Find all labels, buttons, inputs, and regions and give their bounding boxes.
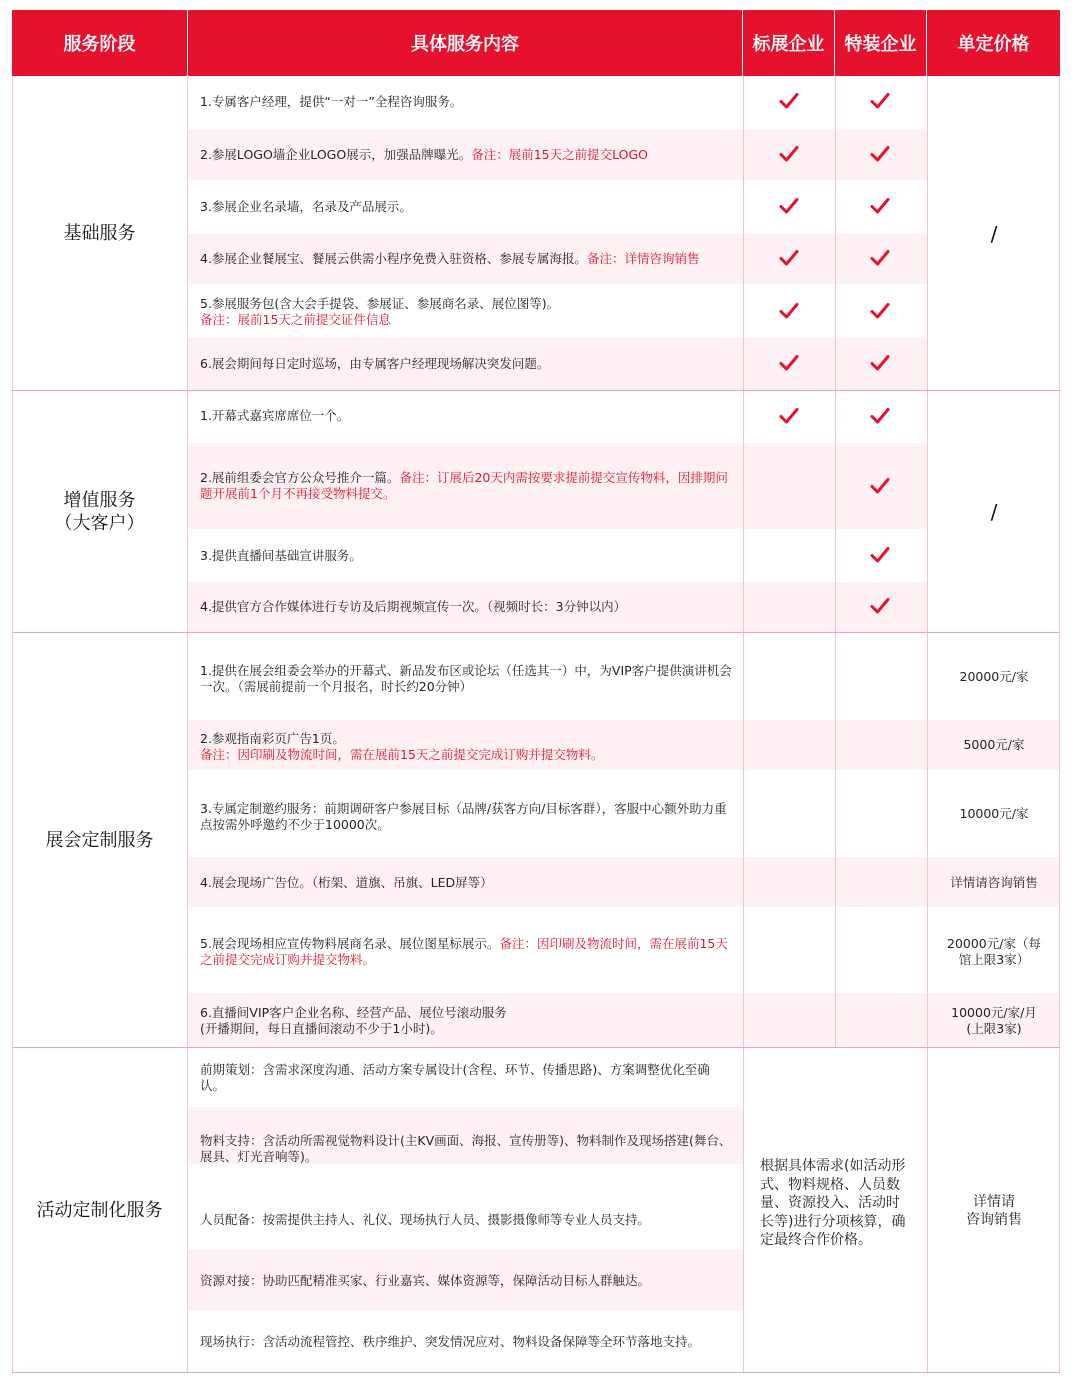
- basic-item-6: 6.展会期间每日定时巡场，由专属客户经理现场解决突发问题。: [200, 356, 550, 371]
- check-icon: [869, 596, 891, 616]
- activity-price: 详情请 咨询销售: [966, 1194, 1022, 1228]
- custom-item-4: 4.展会现场广告位。（桁架、道旗、吊旗、LED屏等）: [200, 875, 493, 890]
- check-icon: [869, 476, 891, 496]
- custom-price-2: 5000元/家: [963, 737, 1025, 752]
- activity-item-3: 人员配备：按需提供主持人、礼仪、现场执行人员、摄影摄像师等专业人员支持。: [200, 1212, 651, 1227]
- stage-value-added: 增值服务 （大客户）: [54, 489, 145, 534]
- custom-item-6: 6.直播间VIP客户企业名称、经营产品、展位号滚动服务 (开播期间，每日直播间滚动不少于1小时)。: [200, 1005, 507, 1036]
- check-icon: [869, 196, 891, 216]
- activity-item-2: 物料支持：含活动所需视觉物料设计(主KV画面、海报、宣传册等)、物料制作及现场搭建(舞台、展具、灯光音响等)。: [200, 1133, 732, 1164]
- check-icon: [869, 353, 891, 373]
- custom-price-3: 10000元/家: [959, 806, 1029, 821]
- check-icon: [778, 248, 800, 268]
- custom-price-4: 详情请咨询销售: [950, 875, 1038, 890]
- header-special: 特装企业: [835, 10, 926, 76]
- activity-merged-note: 根据具体需求(如活动形式、物料规格、人员数量、资源投入、活动时长等)进行分项核算，确定最终合作价格。: [760, 1158, 906, 1248]
- price-value-added: /: [990, 500, 998, 524]
- activity-item-4: 资源对接：协助匹配精准买家、行业嘉宾、媒体资源等，保障活动目标人群触达。: [200, 1273, 651, 1288]
- custom-price-6: 10000元/家/月(上限3家): [951, 1005, 1037, 1036]
- value-item-3: 3.提供直播间基础宣讲服务。: [200, 548, 362, 563]
- basic-item-5: 5.参展服务包(含大会手提袋、参展证、参展商名录、展位图等)。 备注：展前15天之前提交证件信息: [200, 296, 560, 327]
- stage-custom: 展会定制服务: [45, 829, 154, 851]
- custom-item-5: 5.展会现场相应宣传物料展商名录、展位图星标展示。备注：因印刷及物流时间，需在展前15天之前提交完成订购并提交物料。: [200, 936, 728, 967]
- custom-price-5: 20000元/家（每馆上限3家）: [947, 936, 1041, 967]
- header-stage: 服务阶段: [12, 10, 187, 76]
- check-icon: [778, 406, 800, 426]
- check-icon: [778, 353, 800, 373]
- activity-item-5: 现场执行：含活动流程管控、秩序维护、突发情况应对、物料设备保障等全环节落地支持。: [200, 1334, 701, 1349]
- grid-line: [835, 76, 836, 1047]
- basic-item-4: 4.参展企业餐展宝、餐展云供需小程序免费入驻资格、参展专属海报。备注：详情咨询销售: [200, 251, 700, 266]
- value-item-1: 1.开幕式嘉宾席席位一个。: [200, 408, 350, 423]
- custom-item-3: 3.专属定制邀约服务：前期调研客户参展目标（品牌/获客方向/目标客群），客服中心额外助力重点按需外呼邀约不少于10000次。: [200, 801, 727, 832]
- check-icon: [869, 301, 891, 321]
- price-basic: /: [990, 222, 998, 246]
- basic-item-2: 2.参展LOGO墙企业LOGO展示，加强品牌曝光。备注：展前15天之前提交LOGO: [200, 147, 648, 162]
- check-icon: [778, 144, 800, 164]
- grid-line: [743, 76, 744, 1373]
- basic-item-3: 3.参展企业名录墙，名录及产品展示。: [200, 199, 412, 214]
- basic-item-1: 1.专属客户经理，提供“一对一”全程咨询服务。: [200, 94, 463, 109]
- check-icon: [778, 91, 800, 111]
- grid-line: [927, 76, 928, 1373]
- check-icon: [869, 248, 891, 268]
- check-icon: [869, 144, 891, 164]
- check-icon: [869, 91, 891, 111]
- value-item-2: 2.展前组委会官方公众号推介一篇。备注：订展后20天内需按要求提前提交宣传物料，因排期问题开展前1个月不再接受物料提交。: [200, 470, 728, 501]
- stage-activity: 活动定制化服务: [36, 1199, 163, 1221]
- activity-item-1: 前期策划：含需求深度沟通、活动方案专属设计(含程、环节、传播思路)、方案调整优化至确认。: [200, 1062, 710, 1093]
- table-bottom: [12, 1372, 1060, 1373]
- check-icon: [869, 545, 891, 565]
- custom-price-1: 20000元/家: [959, 669, 1029, 684]
- check-icon: [778, 301, 800, 321]
- custom-item-2: 2.参观指南彩页广告1页。 备注：因印刷及物流时间，需在展前15天之前提交完成订购并提交物料。: [200, 731, 604, 762]
- value-item-4: 4.提供官方合作媒体进行专访及后期视频宣传一次。（视频时长：3分钟以内）: [200, 599, 627, 614]
- check-icon: [778, 196, 800, 216]
- header-content: 具体服务内容: [188, 10, 742, 76]
- grid-line: [187, 76, 188, 1373]
- header-standard: 标展企业: [743, 10, 834, 76]
- grid-line: [1059, 76, 1060, 1373]
- stage-basic: 基础服务: [63, 222, 136, 244]
- header-price: 单定价格: [927, 10, 1060, 76]
- check-icon: [869, 406, 891, 426]
- custom-item-1: 1.提供在展会组委会举办的开幕式、新品发布区或论坛（任选其一）中，为VIP客户提供演讲机会一次。（需展前提前一个月报名，时长约20分钟）: [200, 663, 732, 694]
